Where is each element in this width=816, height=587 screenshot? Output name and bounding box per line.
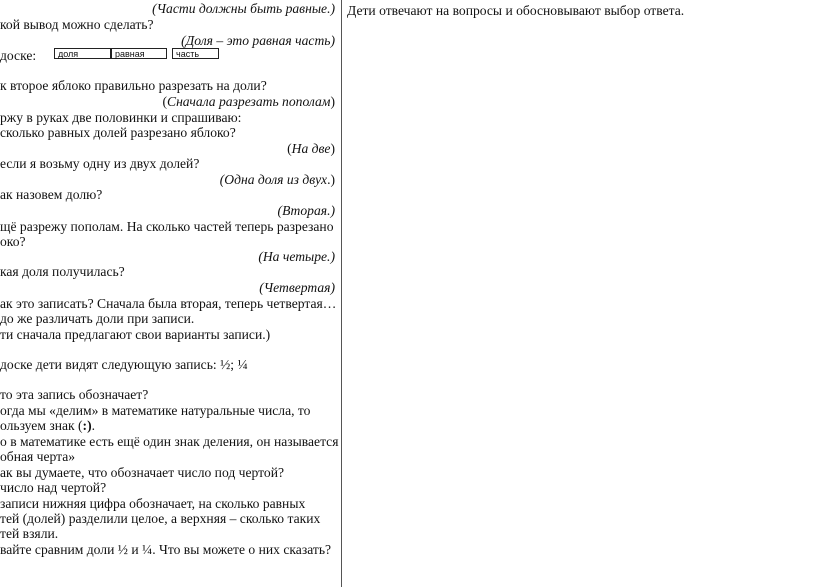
- answer-line: (Одна доля из двух.): [219, 172, 335, 187]
- word-card-dolya: доля: [54, 48, 111, 59]
- answer-line: (Части должны быть равные.): [152, 1, 335, 16]
- text-line: вайте сравним доли ½ и ¼. Что вы можете о них сказать?: [0, 542, 332, 557]
- text-line: доске дети видят следующую запись: ½; ¼: [0, 357, 248, 372]
- text-line: обная черта»: [0, 449, 76, 464]
- text-line: ржу в руках две половинки и спрашиваю:: [0, 110, 242, 125]
- text-line: тей взяли.: [0, 526, 59, 541]
- text-line: записи нижняя цифра обозначает, на сколько равных: [0, 496, 306, 511]
- text-line: до же различать доли при записи.: [0, 311, 195, 326]
- text-line: око?: [0, 234, 26, 249]
- text-line: то эта запись обозначает?: [0, 387, 149, 402]
- answer-line: (На четыре.): [258, 249, 335, 264]
- student-activity-text: Дети отвечают на вопросы и обосновывают выбор ответа.: [347, 3, 685, 18]
- text-line: ак назовем долю?: [0, 187, 103, 202]
- column-divider: [341, 0, 342, 587]
- word-card-chast: часть: [172, 48, 219, 59]
- text-line: ак вы думаете, что обозначает число под чертой?: [0, 465, 285, 480]
- text-line: кой вывод можно сделать?: [0, 17, 154, 32]
- text-line: ользуем знак (:).: [0, 418, 96, 433]
- text-line: сколько равных долей разрезано яблоко?: [0, 125, 236, 140]
- answer-line: (На две): [287, 141, 335, 156]
- text-line: о в математике есть ещё один знак деления, он называется: [0, 434, 339, 449]
- answer-line: (Четвертая): [259, 280, 335, 295]
- text-line: число над чертой?: [0, 480, 107, 495]
- text-line: если я возьму одну из двух долей?: [0, 156, 200, 171]
- text-line: к второе яблоко правильно разрезать на доли?: [0, 78, 267, 93]
- answer-line: (Доля – это равная часть): [181, 33, 335, 48]
- text-line: огда мы «делим» в математике натуральные числа, то: [0, 403, 311, 418]
- answer-line: (Вторая.): [277, 203, 335, 218]
- word-card-ravnaya: равная: [111, 48, 167, 59]
- text-line: кая доля получилась?: [0, 264, 125, 279]
- teacher-column: [0, 0, 341, 587]
- text-line: ти сначала предлагают свои варианты записи.): [0, 327, 271, 342]
- text-line: тей (долей) разделили целое, а верхняя – сколько таких: [0, 511, 321, 526]
- text-line: ак это записать? Сначала была вторая, теперь четвертая…: [0, 296, 337, 311]
- text-line: доске:: [0, 48, 37, 63]
- text-line: щё разрежу пополам. На сколько частей теперь разрезано: [0, 219, 334, 234]
- answer-line: (Сначала разрезать пополам): [162, 94, 335, 109]
